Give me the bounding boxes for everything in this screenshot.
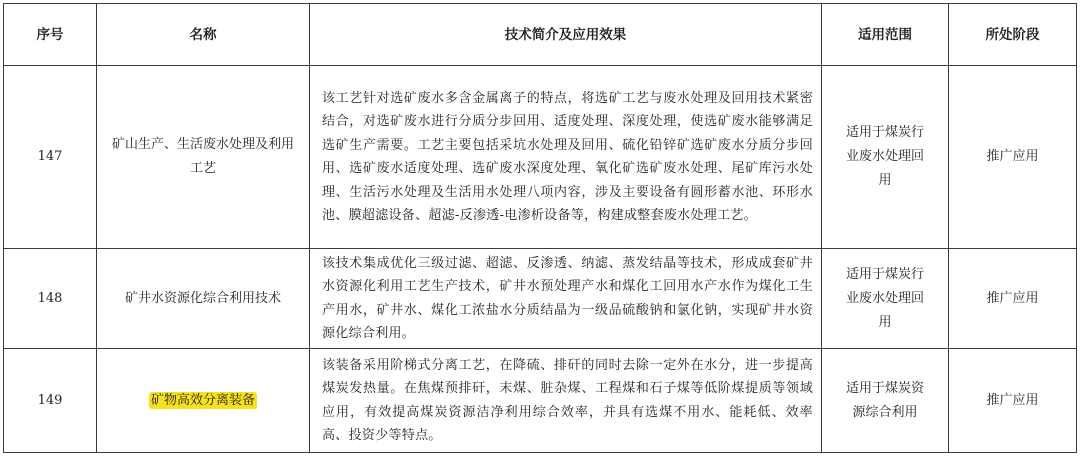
table-row	[4, 349, 1077, 453]
header-row	[4, 4, 1077, 66]
row-name: 矿井水资源化综合利用技术	[97, 249, 310, 349]
row-scope: 适用于煤炭行业废水处理回用	[822, 66, 949, 249]
row-desc: 该技术集成优化三级过滤、超滤、反渗透、纳滤、蒸发结晶等技术，形成成套矿井水资源化利用工艺生产技术，矿井水预处理产水和煤化工回用水产水作为煤化工生产用水，矿井水、煤化工浓盐水分质结晶为一级品硫酸钠和氯化钠，实现矿井水资源化综合利用。	[310, 249, 822, 349]
row-stage: 推广应用	[949, 349, 1077, 453]
header-seq: 序号	[4, 4, 97, 66]
technology-table	[3, 3, 1077, 453]
highlighted-name: 矿物高效分离装备	[150, 392, 255, 408]
row-desc: 该装备采用阶梯式分离工艺，在降硫、排矸的同时去除一定外在水分，进一步提高煤炭发热量。在焦煤预排矸，末煤、脏杂煤、工程煤和石子煤等低阶煤提质等领域应用，有效提高煤炭资源洁净利用综合效率，并具有选煤不用水、能耗低、效率高、投资少等特点。	[310, 349, 822, 453]
header-stage: 所处阶段	[949, 4, 1077, 66]
row-scope: 适用于煤炭行业废水处理回用	[822, 249, 949, 349]
row-name	[97, 349, 310, 453]
row-name: 矿山生产、生活废水处理及利用工艺	[97, 66, 310, 249]
row-stage: 推广应用	[949, 249, 1077, 349]
row-seq: 149	[4, 349, 97, 453]
row-stage: 推广应用	[949, 66, 1077, 249]
header-desc: 技术简介及应用效果	[310, 4, 822, 66]
table-row	[4, 249, 1077, 349]
row-scope: 适用于煤炭资源综合利用	[822, 349, 949, 453]
header-name: 名称	[97, 4, 310, 66]
row-seq: 147	[4, 66, 97, 249]
row-desc: 该工艺针对选矿废水多含金属离子的特点，将选矿工艺与废水处理及回用技术紧密结合，对选矿废水进行分质分步回用、适度处理、深度处理，使选矿废水能够满足选矿生产需要。工艺主要包括采坑水处理及回用、硫化铅锌矿选矿废水分质分步回用、选矿废水适度处理、选矿废水深度处理、氧化矿选矿废水处理、尾矿库污水处理、生活污水处理及生活用水处理八项内容，涉及主要设备有圆形蓄水池、环形水池、膜超滤设备、超滤-反渗透-电渗析设备等，构建成整套废水处理工艺。	[310, 66, 822, 249]
header-scope: 适用范围	[822, 4, 949, 66]
table-row	[4, 66, 1077, 249]
row-seq: 148	[4, 249, 97, 349]
